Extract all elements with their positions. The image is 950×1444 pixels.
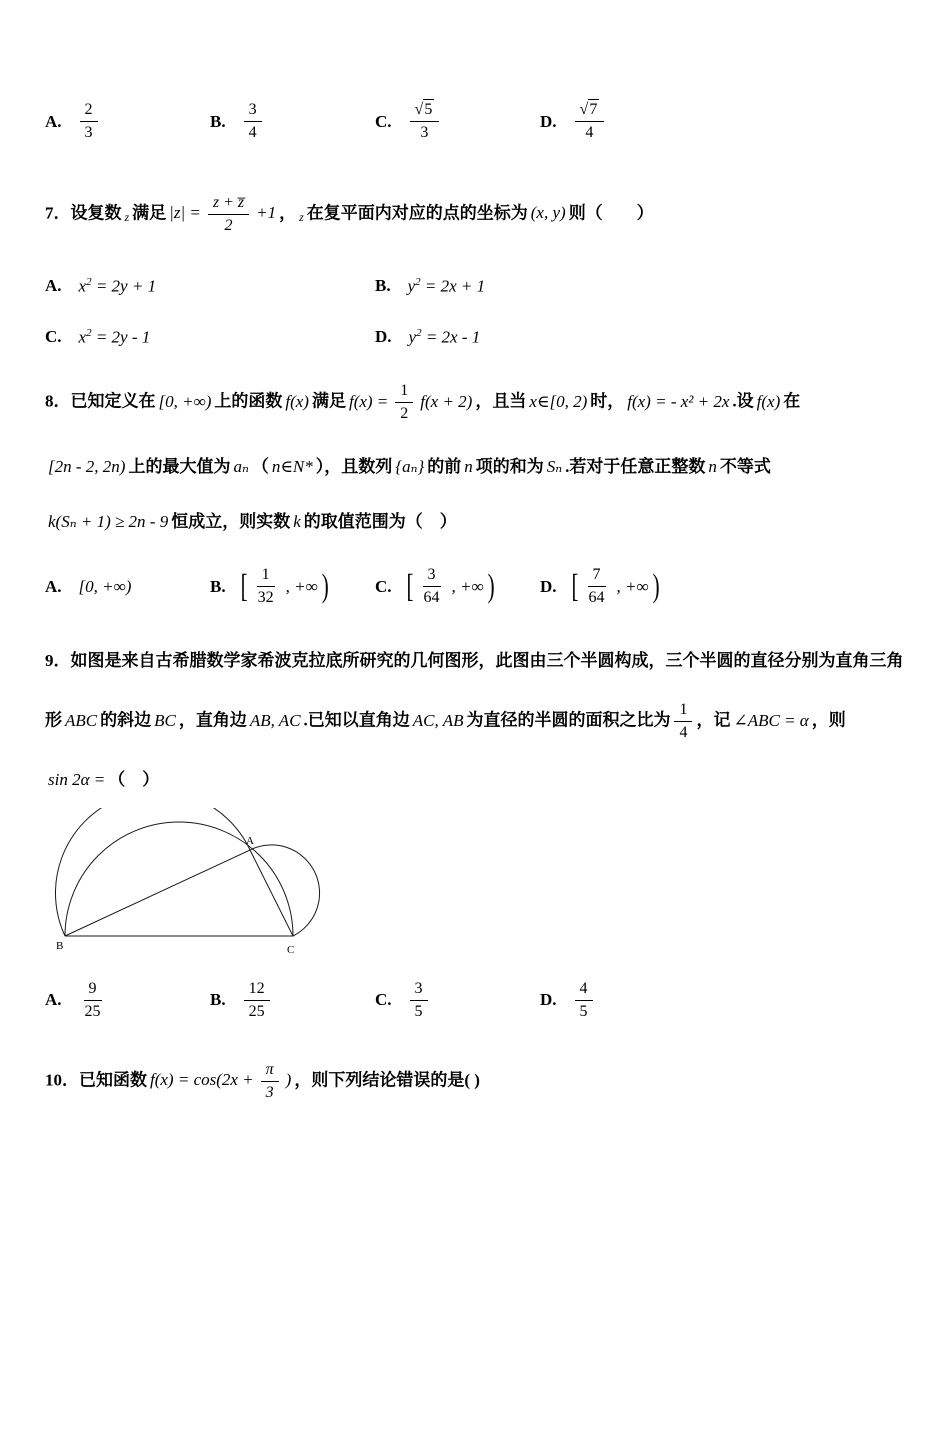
math-segment: k(Sₙ + 1) ≥ 2n - 9	[48, 511, 169, 531]
text-segment: 7．设复数	[45, 203, 122, 223]
text-segment: 8．已知定义在	[45, 391, 156, 411]
fraction-numerator: 12	[244, 979, 270, 1001]
q8-option-b	[210, 565, 375, 608]
text-segment: ，记	[696, 710, 731, 730]
fraction-denominator: 4	[248, 124, 257, 141]
q9-line-3	[45, 767, 905, 793]
fraction	[244, 979, 270, 1022]
text-segment: .已知以直角边	[303, 710, 410, 730]
q8-line-1	[45, 381, 905, 424]
fraction-denominator: 32	[257, 589, 274, 606]
q6-option-c	[375, 100, 540, 143]
fraction-denominator: 5	[414, 1002, 423, 1020]
option-label: A.	[45, 576, 62, 596]
math-segment: f(x)	[756, 391, 781, 411]
math-segment: (x, y)	[530, 203, 566, 223]
q7-stem	[45, 193, 905, 236]
text-segment: （	[251, 457, 269, 477]
math-segment: n∈N*	[271, 457, 313, 477]
text-segment: ，则	[811, 710, 846, 730]
math-segment: ABC	[65, 710, 98, 730]
exponent: 2	[86, 326, 92, 339]
fraction-denominator: 2	[400, 405, 409, 423]
text-segment: .若对于任意正整数	[565, 457, 706, 477]
point-b-label: B	[56, 939, 64, 952]
math-segment	[406, 327, 484, 348]
option-label: A.	[45, 990, 62, 1010]
fraction	[410, 979, 428, 1022]
option-label: D.	[540, 111, 557, 131]
math-segment: AB, AC	[249, 710, 301, 730]
math-segment: sin 2α =	[48, 770, 106, 790]
fraction-numerator: 7	[588, 565, 606, 587]
exam-document	[0, 100, 950, 1444]
math-segment: BC	[154, 710, 176, 730]
equation-rhs: = 2x + 1	[424, 276, 486, 296]
q7-option-a	[45, 276, 375, 297]
equation-rhs: = 2y + 1	[95, 276, 157, 296]
q8-option-a	[45, 577, 210, 597]
left-bracket: [	[240, 567, 248, 605]
text-segment: 时，	[590, 391, 625, 411]
text-segment: 10．已知函数	[45, 1070, 147, 1090]
fraction	[395, 381, 413, 424]
math-segment	[76, 327, 154, 348]
fraction-numerator: 2	[80, 100, 98, 122]
text-segment: ，则下列结论错误的是( )	[294, 1070, 480, 1090]
math-segment: f(x + 2)	[420, 391, 473, 411]
text-segment: ，	[279, 203, 297, 223]
fraction-denominator: 25	[84, 1002, 101, 1020]
math-segment: +1	[256, 203, 277, 223]
q7-option-d	[375, 327, 705, 348]
fraction	[410, 100, 440, 143]
math-segment: {aₙ}	[395, 457, 425, 477]
text-segment: 在复平面内对应的点的坐标为	[306, 203, 528, 223]
option-label: A.	[45, 276, 62, 296]
option-label: C.	[45, 326, 62, 346]
exponent: 2	[415, 276, 421, 288]
q9-option-c	[375, 979, 540, 1022]
fraction-denominator: 64	[423, 589, 440, 606]
text-segment: （ ）	[108, 770, 160, 790]
fraction-numerator	[410, 100, 440, 122]
fraction-numerator: π	[261, 1060, 279, 1082]
hippocrates-lune-figure	[55, 808, 345, 963]
sqrt-icon: √	[414, 101, 424, 118]
option-label: C.	[375, 111, 392, 131]
radicand: 5	[424, 101, 433, 118]
q8-options-row	[45, 565, 905, 608]
fraction-denominator: 3	[420, 124, 429, 141]
option-label: D.	[375, 326, 392, 346]
option-label: B.	[375, 276, 391, 296]
q9-line-2	[45, 700, 905, 743]
text-segment: 恒成立，则实数	[171, 511, 291, 531]
math-segment: n	[708, 457, 717, 477]
text-segment: 满足	[132, 203, 167, 223]
text-segment: 为直径的半圆的面积之比为	[466, 710, 671, 730]
q7-options-row-1	[45, 276, 905, 297]
fraction	[261, 1060, 279, 1103]
q9-option-a	[45, 979, 210, 1022]
math-segment: x∈[0, 2)	[529, 391, 588, 411]
text-segment: 的取值范围为（ ）	[303, 511, 457, 531]
text-segment: 上的最大值为	[128, 457, 231, 477]
fraction-numerator: 3	[423, 565, 441, 587]
text-segment: 9．如图是来自古希腊数学家希波克拉底所研究的几何图形，此图由三个半圆构成，三个半圆的直径分别为直角三角	[45, 651, 904, 670]
q6-option-a	[45, 100, 210, 143]
option-label: D.	[540, 990, 557, 1010]
fraction-denominator: 64	[588, 589, 605, 606]
fraction	[575, 100, 605, 143]
fraction-numerator: 9	[84, 979, 102, 1001]
fraction	[208, 193, 249, 236]
right-paren: )	[321, 567, 329, 605]
math-segment: , +∞	[616, 576, 649, 596]
exam-page	[0, 100, 950, 1103]
fraction-denominator: 3	[265, 1083, 274, 1101]
math-segment: [0, +∞)	[78, 576, 132, 596]
equation-rhs: = 2y - 1	[95, 327, 151, 347]
semicircle-on-bc	[65, 822, 293, 936]
fraction-denominator: 4	[679, 724, 688, 742]
math-segment: z	[124, 210, 130, 225]
option-label: B.	[210, 990, 226, 1010]
text-segment: ，且当	[475, 391, 527, 411]
math-segment: n	[464, 457, 473, 477]
variable: y	[407, 276, 416, 296]
option-label: A.	[45, 111, 62, 131]
math-segment: z	[299, 210, 304, 225]
math-segment: f(x) = cos(2x +	[150, 1070, 254, 1090]
fraction	[584, 565, 610, 608]
semicircle-on-ac	[250, 845, 320, 936]
q9-option-b	[210, 979, 375, 1022]
math-segment: k	[293, 511, 301, 531]
right-paren: )	[487, 567, 495, 605]
math-segment: f(x) =	[348, 391, 389, 411]
text-segment: 的斜边	[100, 710, 152, 730]
q8-option-d	[540, 565, 705, 608]
math-segment	[405, 276, 489, 297]
fraction-denominator: 4	[585, 124, 594, 141]
q8-line-2	[45, 454, 905, 480]
q7-option-b	[375, 276, 705, 297]
fraction	[80, 100, 98, 143]
math-segment: Sₙ	[546, 457, 563, 477]
option-label: C.	[375, 990, 392, 1010]
text-segment: ），且数列	[315, 457, 393, 477]
math-segment: |z| =	[169, 203, 201, 223]
triangle-abc	[65, 850, 293, 936]
fraction-denominator: 3	[84, 124, 93, 141]
q9-figure	[55, 808, 905, 963]
math-segment: , +∞	[285, 576, 318, 596]
math-segment: AC, AB	[412, 710, 464, 730]
fraction-numerator: 3	[410, 979, 428, 1001]
text-segment: 在	[783, 391, 801, 411]
q6-options-row	[45, 100, 905, 143]
fraction-denominator: 5	[579, 1002, 588, 1020]
text-segment: 满足	[311, 391, 346, 411]
q8-line-3	[45, 509, 905, 535]
text-segment: ，直角边	[178, 710, 247, 730]
text-segment: .设	[732, 391, 754, 411]
sqrt-icon: √	[579, 101, 589, 118]
fraction-numerator: 1	[395, 381, 413, 403]
point-c-label: C	[287, 943, 295, 956]
point-a-label: A	[246, 834, 254, 847]
q6-option-d	[540, 100, 705, 143]
option-label: B.	[210, 111, 226, 131]
fraction-numerator	[575, 100, 605, 122]
text-segment: 项的和为	[475, 457, 544, 477]
q10-stem	[45, 1060, 905, 1103]
equation-rhs: = 2x - 1	[425, 327, 481, 347]
fraction	[244, 100, 262, 143]
q9-option-d	[540, 979, 705, 1022]
variable: y	[408, 327, 417, 347]
fraction-numerator: z + z̅	[208, 193, 249, 215]
fraction	[419, 565, 445, 608]
exponent: 2	[86, 276, 92, 288]
math-segment: f(x)	[285, 391, 309, 411]
math-segment: ∠ABC = α	[733, 710, 809, 730]
fraction	[80, 979, 106, 1022]
q6-option-b	[210, 100, 375, 143]
q7-options-row-2	[45, 327, 905, 348]
math-segment: [2n - 2, 2n)	[48, 457, 126, 477]
math-segment: [0, +∞)	[158, 391, 212, 411]
right-paren: )	[652, 567, 660, 605]
exponent: 2	[416, 326, 422, 339]
fraction-numerator: 4	[575, 979, 593, 1001]
math-segment: )	[285, 1070, 292, 1090]
left-bracket: [	[406, 567, 414, 605]
fraction-numerator: 3	[244, 100, 262, 122]
text-segment: 不等式	[719, 457, 771, 477]
fraction-numerator: 1	[257, 565, 275, 587]
text-segment: 则（ ）	[568, 203, 654, 223]
text-segment: 上的函数	[214, 391, 283, 411]
fraction	[674, 700, 692, 743]
variable: x	[78, 276, 87, 296]
fraction-denominator: 25	[248, 1002, 265, 1020]
option-label: B.	[210, 576, 226, 596]
fraction-denominator: 2	[224, 217, 233, 234]
q8-option-c	[375, 565, 540, 608]
text-segment: 的前	[427, 457, 462, 477]
math-segment: , +∞	[451, 576, 484, 596]
option-label: D.	[540, 576, 557, 596]
fraction	[575, 979, 593, 1022]
text-segment: 形	[45, 710, 62, 730]
fraction-numerator: 1	[674, 700, 692, 722]
option-label: C.	[375, 576, 392, 596]
math-segment	[76, 276, 160, 297]
q9-line-1	[45, 648, 905, 674]
radicand: 7	[589, 101, 598, 118]
fraction	[253, 565, 279, 608]
math-segment: f(x) = - x² + 2x	[627, 391, 730, 411]
q7-option-c	[45, 327, 375, 348]
q9-options-row	[45, 979, 905, 1022]
left-bracket: [	[571, 567, 579, 605]
variable: x	[78, 327, 87, 347]
math-segment: aₙ	[233, 457, 249, 477]
